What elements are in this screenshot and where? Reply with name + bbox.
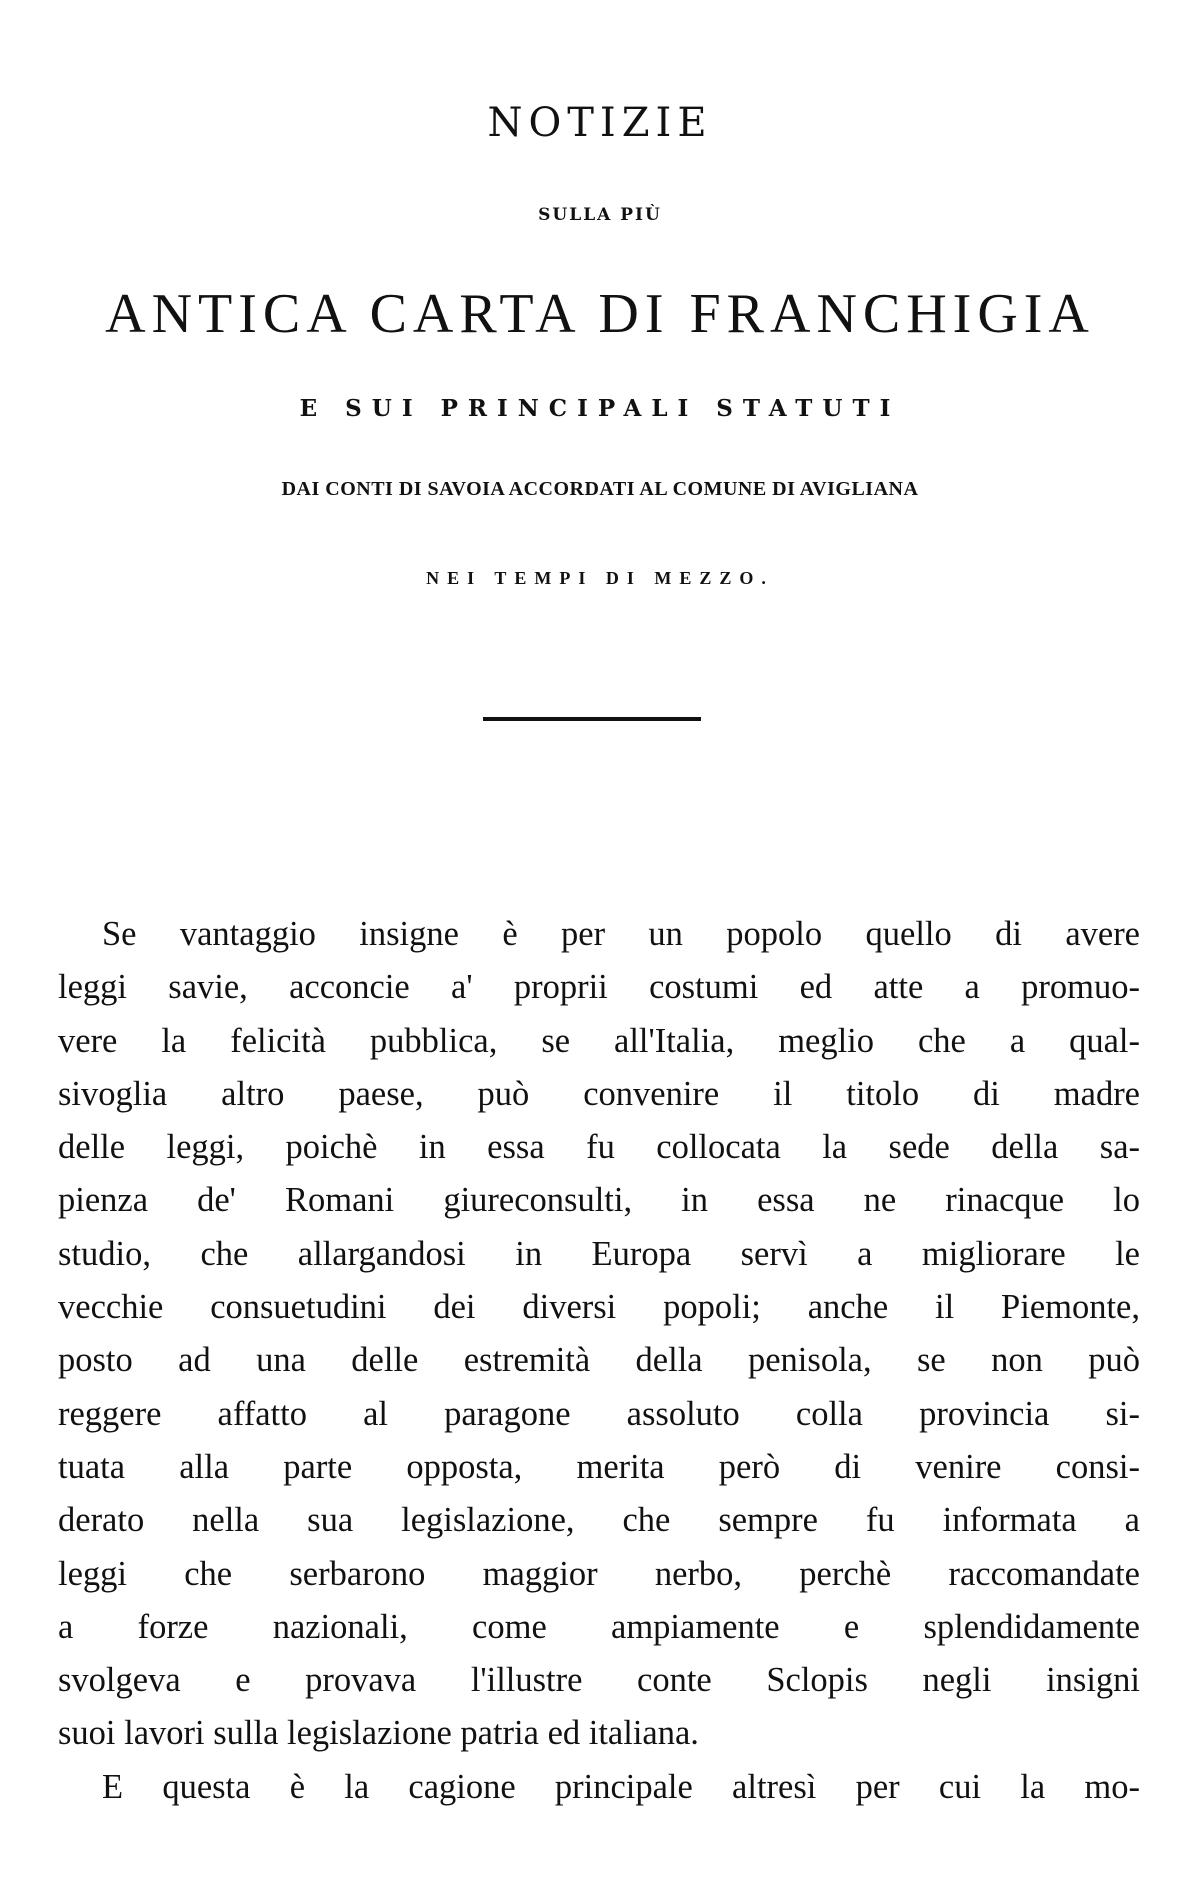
heading-sulla-piu: SULLA PIÙ — [538, 205, 662, 225]
text-line: tuata alla parte opposta, merita però di venire consi- — [58, 1447, 1140, 1486]
heading-subtitle: E SUI PRINCIPALI STATUTI — [299, 395, 901, 422]
text-line: sivoglia altro paese, può convenire il titolo di madre — [58, 1074, 1140, 1113]
heading-conti-di-savoia: DAI CONTI DI SAVOIA ACCORDATI AL COMUNE DI AVIGLIANA — [281, 478, 919, 500]
text-line: suoi lavori sulla legislazione patria ed italiana. — [58, 1714, 699, 1753]
text-line: E questa è la cagione principale altresì per cui la mo- — [102, 1767, 1140, 1806]
text-line: leggi che serbarono maggior nerbo, perchè raccomandate — [58, 1554, 1140, 1593]
text-line: delle leggi, poichè in essa fu collocata la sede della sa- — [58, 1128, 1140, 1167]
heading-tempi-di-mezzo: NEI TEMPI DI MEZZO. — [426, 568, 774, 588]
text-line: Se vantaggio insigne è per un popolo quello di avere — [102, 915, 1140, 953]
text-line: svolgeva e provava l'illustre conte Sclopis negli insigni — [58, 1661, 1140, 1700]
text-line: derato nella sua legislazione, che sempre fu informata a — [58, 1501, 1140, 1540]
text-line: studio, che allargandosi in Europa servì a migliorare le — [58, 1234, 1140, 1273]
text-line: vecchie consuetudini dei diversi popoli; anche il Piemonte, — [58, 1288, 1140, 1327]
heading-main-title: ANTICA CARTA DI FRANCHIGIA — [105, 283, 1095, 345]
heading-notizie: NOTIZIE — [487, 100, 713, 146]
text-line: a forze nazionali, come ampiamente e splendidamente — [58, 1607, 1140, 1646]
text-line: reggere affatto al paragone assoluto colla provincia si- — [58, 1394, 1140, 1433]
text-line: leggi savie, acconcie a' proprii costumi ed atte a promuo- — [58, 968, 1140, 1007]
body-text — [58, 908, 1140, 1814]
text-line: vere la felicità pubblica, se all'Italia, meglio che a qual- — [58, 1021, 1140, 1060]
text-line: pienza de' Romani giureconsulti, in essa ne rinacque lo — [58, 1181, 1140, 1220]
decorative-rule — [483, 717, 701, 721]
text-line: posto ad una delle estremità della penisola, se non può — [58, 1341, 1140, 1380]
